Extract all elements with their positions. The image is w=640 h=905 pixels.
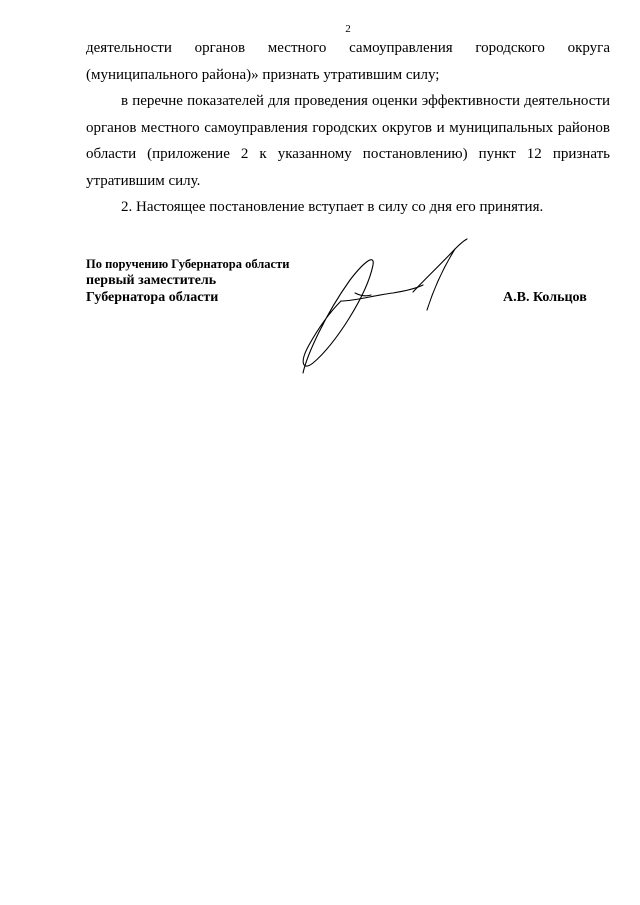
on-behalf-label: По поручению Губернатора области — [86, 257, 290, 271]
signer-position-line2: Губернатора области — [86, 290, 219, 305]
paragraph-effective-date: 2. Настоящее постановление вступает в силу со дня его принятия. — [121, 199, 544, 215]
paragraph-indicators: в перечне показателей для проведения оценки эффективности деятельности органов местного самоуправления городских округов и муниципальных районов области (приложение 2 к указанному постановлению) пункт 12 признать утратившим силу. — [86, 93, 610, 189]
body-text — [86, 35, 610, 221]
signature-block — [86, 256, 289, 306]
handwritten-signature — [295, 235, 475, 380]
signer-position-line1: первый заместитель — [86, 273, 217, 288]
page-number: 2 — [345, 23, 351, 35]
paragraph-continuation: деятельности органов местного самоуправления городского округа (муниципального района)» признать утратившим силу; — [86, 40, 610, 83]
signer-name: А.В. Кольцов — [503, 290, 587, 305]
